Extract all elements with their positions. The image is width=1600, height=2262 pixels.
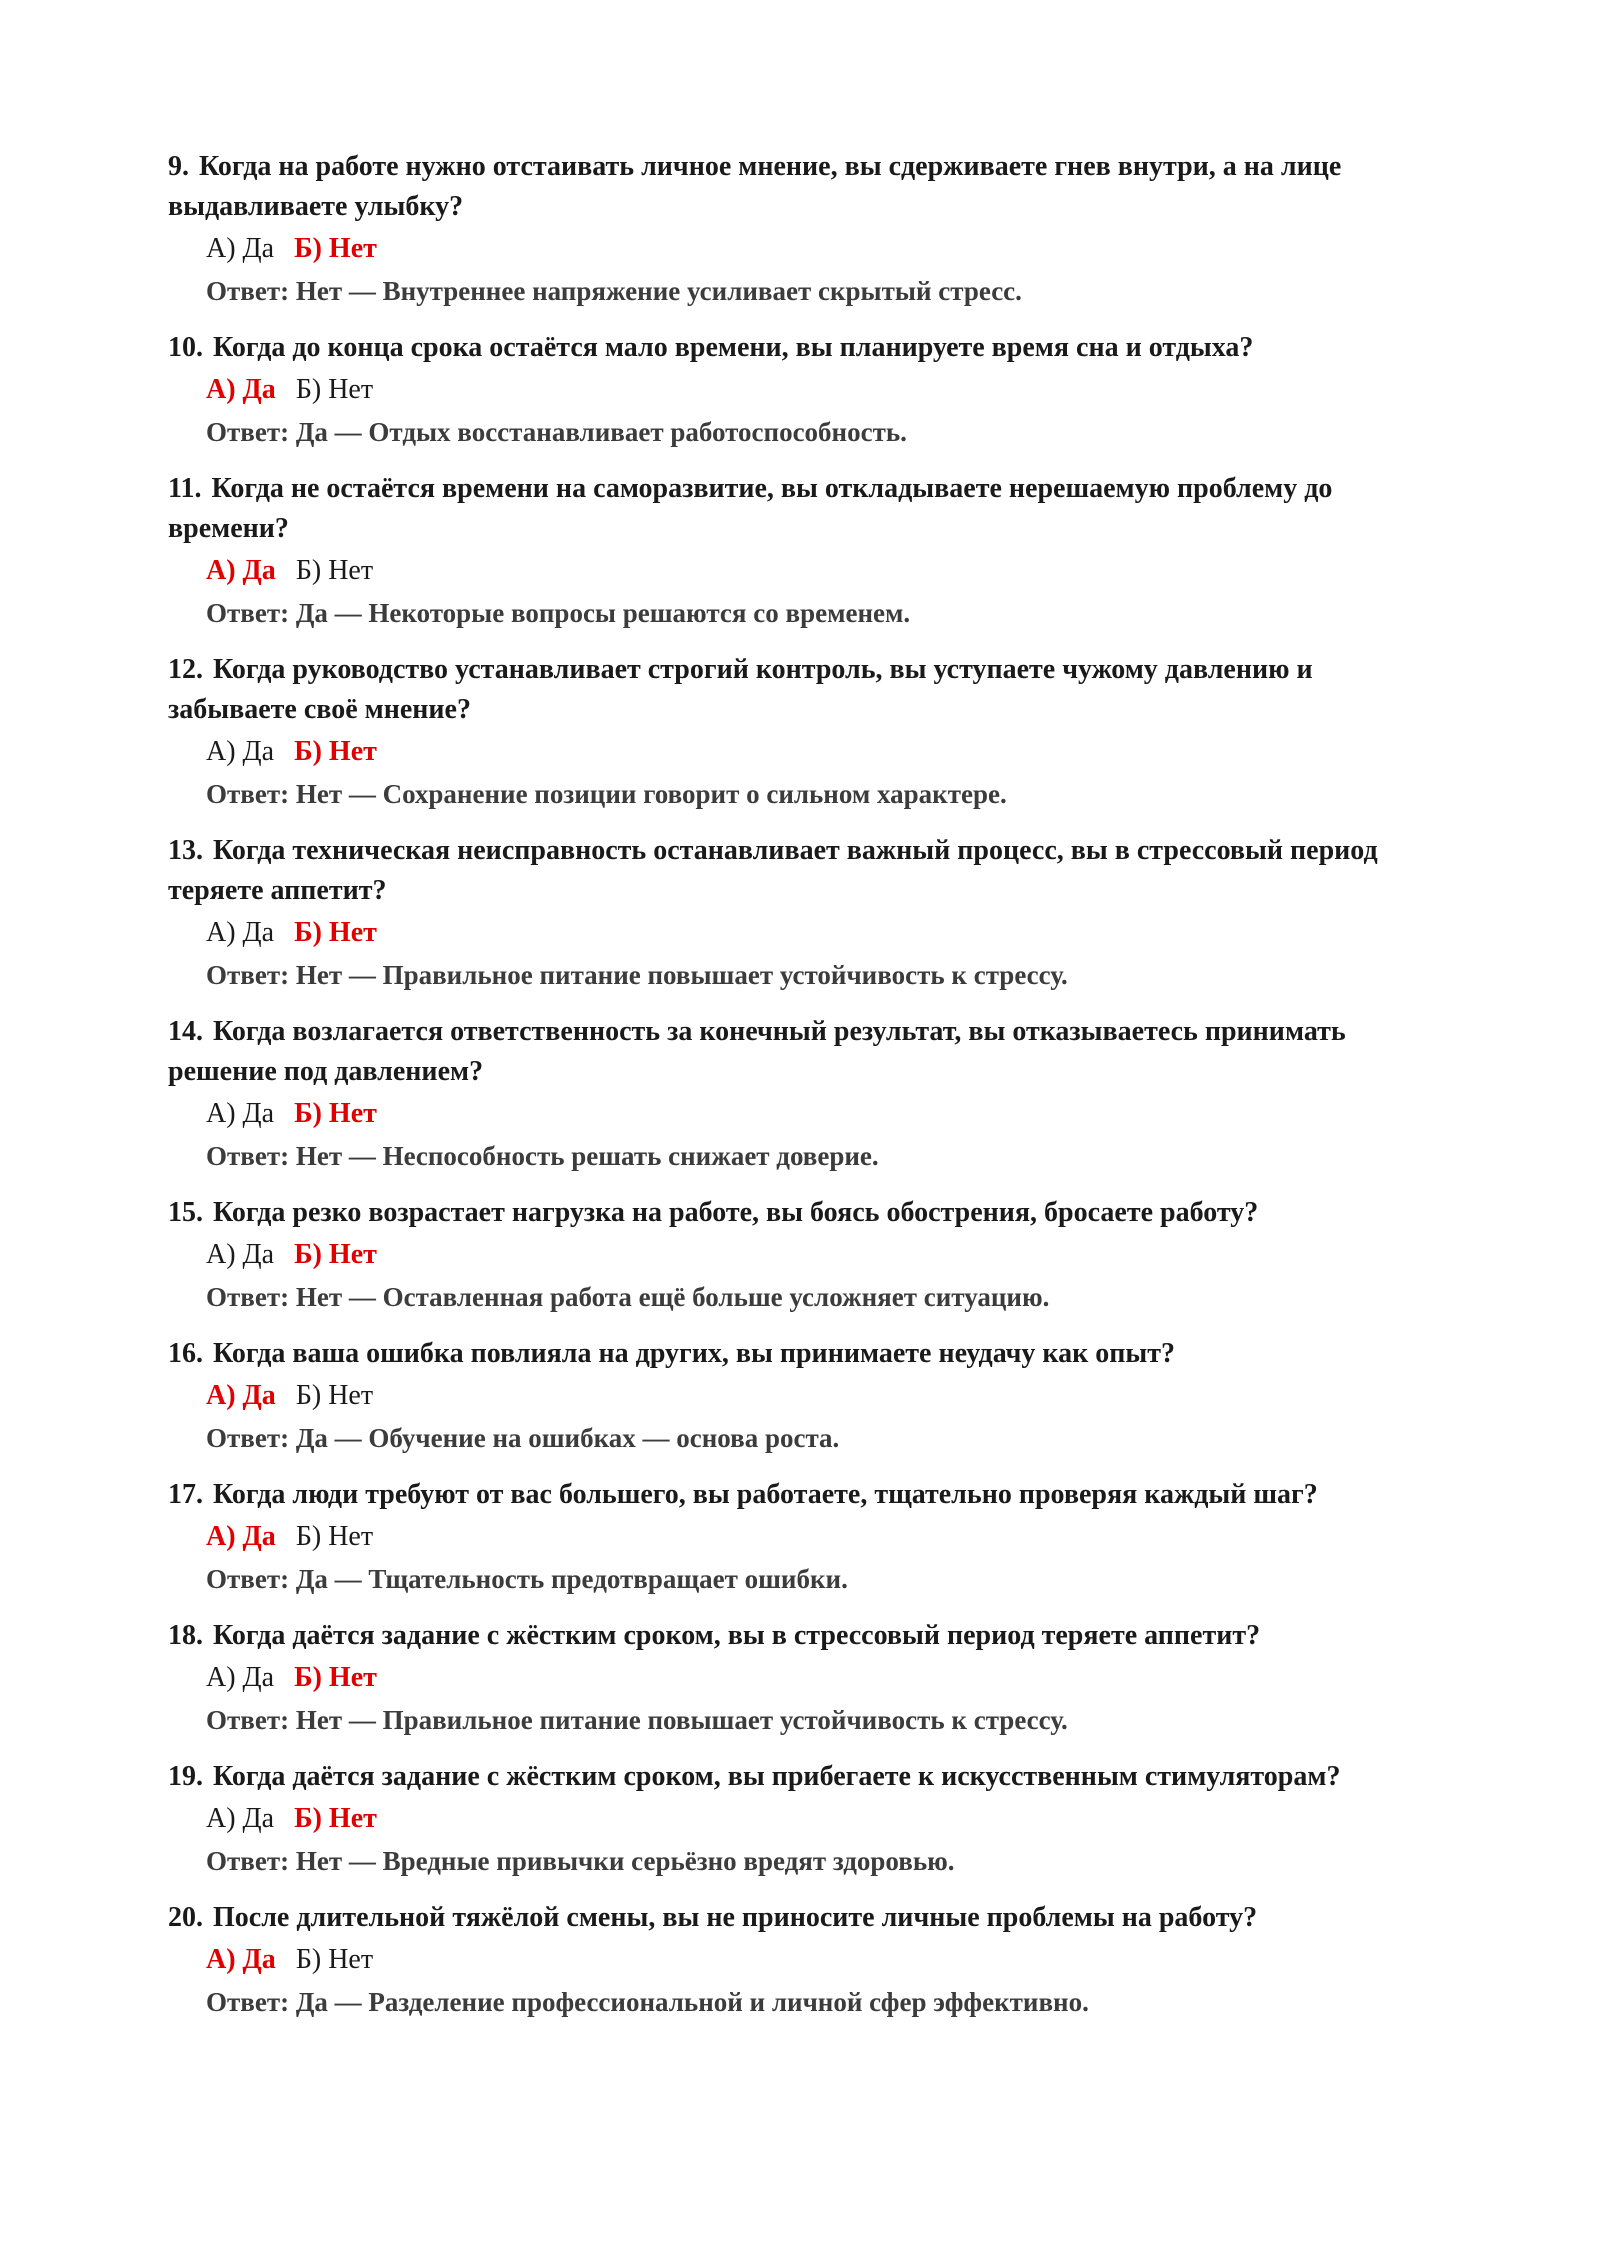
answer-explanation: Ответ: Нет — Правильное питание повышает устойчивость к стрессу. [206,960,1068,990]
answer-options [206,1939,1440,1981]
answer-explanation: Ответ: Да — Разделение профессиональной и личной сфер эффективно. [206,1987,1089,2017]
question-block [168,328,1440,453]
question-text [168,1193,1440,1233]
option: Б) Нет [295,1944,374,1975]
answer-explanation: Ответ: Да — Отдых восстанавливает работоспособность. [206,417,907,447]
question-block [168,1475,1440,1600]
answer-options [206,1657,1440,1699]
option: А) Да [206,1239,275,1270]
option: А) Да [206,233,275,264]
answer-explanation: Ответ: Нет — Сохранение позиции говорит о сильном характере. [206,779,1007,809]
question-text [168,1898,1440,1938]
option-correct: Б) Нет [294,1803,377,1834]
option: А) Да [206,1098,275,1129]
answer-explanation: Ответ: Да — Обучение на ошибках — основа роста. [206,1423,840,1453]
option-correct: Б) Нет [294,917,377,948]
question-text [168,469,1440,549]
answer-explanation: Ответ: Нет — Неспособность решать снижает доверие. [206,1141,879,1171]
question-label: Когда руководство устанавливает строгий контроль, вы уступаете чужому давлению и забываете своё мнение? [168,654,1313,725]
question-text [168,1757,1440,1797]
question-number: 9. [168,151,189,182]
question-text [168,147,1440,227]
question-text [168,1616,1440,1656]
option: А) Да [206,736,275,767]
question-number: 14. [168,1016,203,1047]
question-text [168,328,1440,368]
question-number: 10. [168,332,203,363]
option: Б) Нет [295,1380,374,1411]
question-block [168,1616,1440,1741]
answer-options [206,1375,1440,1417]
answer-options [206,1234,1440,1276]
question-label: Когда не остаётся времени на саморазвитие, вы откладываете нерешаемую проблему до времени? [168,473,1333,544]
question-text [168,831,1440,911]
answer-explanation: Ответ: Нет — Оставленная работа ещё больше усложняет ситуацию. [206,1282,1050,1312]
question-block [168,469,1440,634]
answer-options [206,731,1440,773]
option-correct: Б) Нет [294,1098,377,1129]
option-correct: Б) Нет [294,1662,377,1693]
question-label: Когда ваша ошибка повлияла на других, вы принимаете неудачу как опыт? [213,1338,1175,1369]
answer-options [206,1093,1440,1135]
answer-explanation: Ответ: Да — Тщательность предотвращает ошибки. [206,1564,848,1594]
answer-explanation: Ответ: Да — Некоторые вопросы решаются со временем. [206,598,911,628]
question-number: 20. [168,1902,203,1933]
question-label: Когда даётся задание с жёстким сроком, вы прибегаете к искусственным стимуляторам? [213,1761,1341,1792]
question-block [168,1757,1440,1882]
answer-options [206,1516,1440,1558]
question-label: Когда техническая неисправность останавливает важный процесс, вы в стрессовый период теряете аппетит? [168,835,1378,906]
question-text [168,650,1440,730]
question-label: Когда возлагается ответственность за конечный результат, вы отказываетесь принимать решение под давлением? [168,1016,1346,1087]
question-block [168,1193,1440,1318]
option: А) Да [206,917,275,948]
question-label: Когда на работе нужно отстаивать личное мнение, вы сдерживаете гнев внутри, а на лице выдавливаете улыбку? [168,151,1342,222]
question-number: 18. [168,1620,203,1651]
option-correct: Б) Нет [294,1239,377,1270]
option: А) Да [206,1662,275,1693]
question-number: 19. [168,1761,203,1792]
option-correct: Б) Нет [294,736,377,767]
answer-options [206,369,1440,411]
question-text [168,1475,1440,1515]
question-block [168,1898,1440,2023]
answer-options [206,550,1440,592]
option: Б) Нет [295,555,374,586]
question-block [168,1334,1440,1459]
question-block [168,147,1440,312]
question-label: Когда даётся задание с жёстким сроком, вы в стрессовый период теряете аппетит? [213,1620,1261,1651]
answer-explanation: Ответ: Нет — Правильное питание повышает устойчивость к стрессу. [206,1705,1068,1735]
question-text [168,1334,1440,1374]
question-number: 12. [168,654,203,685]
question-label: Когда до конца срока остаётся мало времени, вы планируете время сна и отдыха? [213,332,1254,363]
option-correct: А) Да [206,374,276,405]
question-number: 11. [168,473,202,504]
question-text [168,1012,1440,1092]
question-number: 17. [168,1479,203,1510]
option-correct: А) Да [206,555,276,586]
option-correct: А) Да [206,1521,276,1552]
option: Б) Нет [295,1521,374,1552]
answer-explanation: Ответ: Нет — Вредные привычки серьёзно вредят здоровью. [206,1846,955,1876]
option: А) Да [206,1803,275,1834]
question-block [168,1012,1440,1177]
question-label: Когда резко возрастает нагрузка на работе, вы боясь обострения, бросаете работу? [213,1197,1259,1228]
option: Б) Нет [295,374,374,405]
question-number: 16. [168,1338,203,1369]
answer-options [206,228,1440,270]
question-label: После длительной тяжёлой смены, вы не приносите личные проблемы на работу? [213,1902,1258,1933]
option-correct: А) Да [206,1944,276,1975]
answer-explanation: Ответ: Нет — Внутреннее напряжение усиливает скрытый стресс. [206,276,1022,306]
option-correct: Б) Нет [294,233,377,264]
question-label: Когда люди требуют от вас большего, вы работаете, тщательно проверяя каждый шаг? [213,1479,1318,1510]
question-block [168,650,1440,815]
question-number: 13. [168,835,203,866]
question-number: 15. [168,1197,203,1228]
question-block [168,831,1440,996]
answer-options [206,912,1440,954]
answer-options [206,1798,1440,1840]
option-correct: А) Да [206,1380,276,1411]
